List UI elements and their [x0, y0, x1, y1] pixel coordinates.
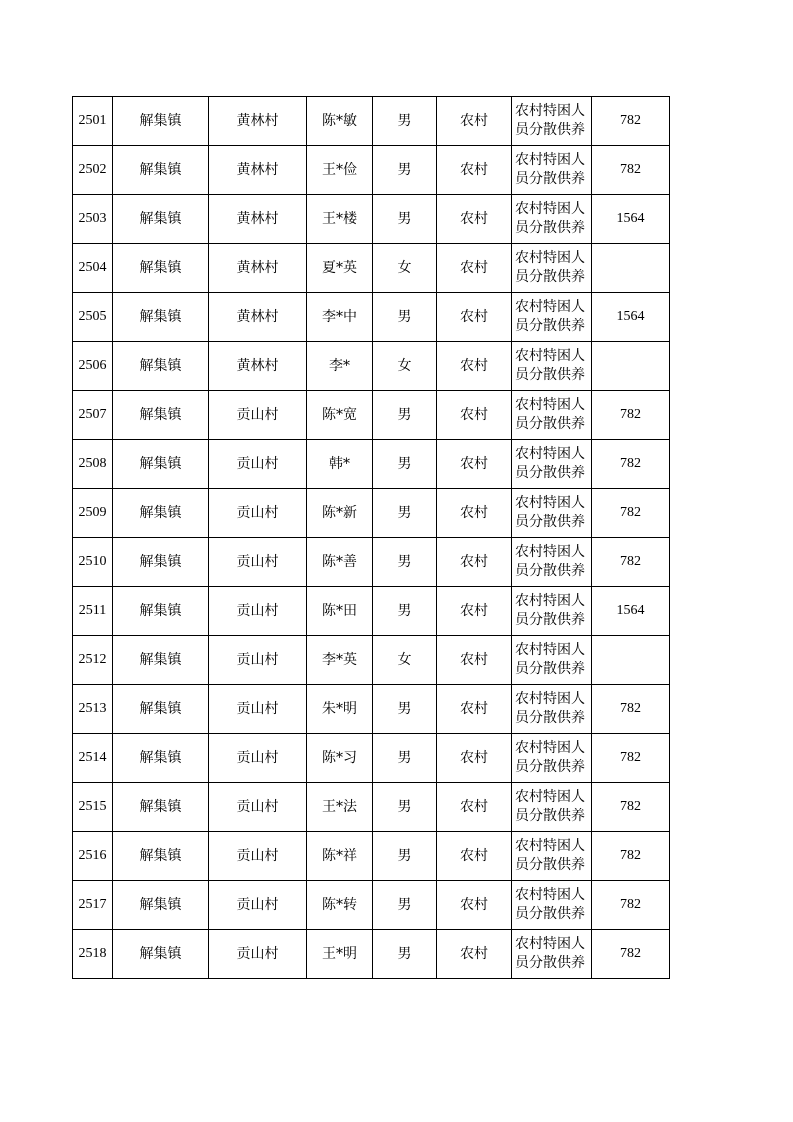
area-cell: 农村: [437, 342, 512, 391]
relief-type-cell: [512, 97, 592, 146]
row-number-cell: 2508: [73, 440, 113, 489]
relief-type-cell: [512, 881, 592, 930]
relief-type-line: 员分散供养: [515, 955, 585, 971]
name-cell: 朱*明: [307, 685, 373, 734]
town-cell: 解集镇: [113, 734, 209, 783]
amount-cell: 782: [592, 734, 670, 783]
table-row: [73, 146, 670, 195]
table-row: [73, 244, 670, 293]
town-cell: 解集镇: [113, 97, 209, 146]
village-cell: 贡山村: [209, 636, 307, 685]
amount-cell: 782: [592, 489, 670, 538]
relief-type-line: 农村特困人: [515, 446, 585, 462]
area-cell: 农村: [437, 538, 512, 587]
area-cell: 农村: [437, 195, 512, 244]
row-number-cell: 2504: [73, 244, 113, 293]
village-cell: 贡山村: [209, 783, 307, 832]
area-cell: 农村: [437, 930, 512, 979]
table-row: [73, 930, 670, 979]
relief-type-cell: [512, 293, 592, 342]
gender-cell: 男: [373, 930, 437, 979]
amount-cell: 1564: [592, 293, 670, 342]
relief-type-line: 员分散供养: [515, 269, 585, 285]
relief-type-line: 农村特困人: [515, 936, 585, 952]
table-row: [73, 587, 670, 636]
amount-cell: 782: [592, 930, 670, 979]
row-number-cell: 2509: [73, 489, 113, 538]
relief-type-cell: [512, 342, 592, 391]
village-cell: 黄林村: [209, 97, 307, 146]
town-cell: 解集镇: [113, 783, 209, 832]
gender-cell: 男: [373, 195, 437, 244]
amount-cell: 1564: [592, 587, 670, 636]
area-cell: 农村: [437, 783, 512, 832]
name-cell: 韩*: [307, 440, 373, 489]
village-cell: 黄林村: [209, 195, 307, 244]
village-cell: 黄林村: [209, 293, 307, 342]
relief-type-line: 农村特困人: [515, 348, 585, 364]
amount-cell: [592, 636, 670, 685]
gender-cell: 男: [373, 685, 437, 734]
name-cell: 陈*习: [307, 734, 373, 783]
gender-cell: 男: [373, 440, 437, 489]
town-cell: 解集镇: [113, 440, 209, 489]
town-cell: 解集镇: [113, 391, 209, 440]
relief-type-line: 农村特困人: [515, 593, 585, 609]
amount-cell: 782: [592, 146, 670, 195]
table-row: [73, 293, 670, 342]
row-number-cell: 2511: [73, 587, 113, 636]
name-cell: 陈*敏: [307, 97, 373, 146]
relief-type-cell: [512, 783, 592, 832]
relief-type-line: 员分散供养: [515, 122, 585, 138]
relief-type-line: 农村特困人: [515, 495, 585, 511]
name-cell: 陈*宽: [307, 391, 373, 440]
table-row: [73, 832, 670, 881]
village-cell: 贡山村: [209, 832, 307, 881]
gender-cell: 男: [373, 538, 437, 587]
relief-type-line: 员分散供养: [515, 661, 585, 677]
area-cell: 农村: [437, 832, 512, 881]
area-cell: 农村: [437, 440, 512, 489]
row-number-cell: 2503: [73, 195, 113, 244]
row-number-cell: 2507: [73, 391, 113, 440]
row-number-cell: 2515: [73, 783, 113, 832]
relief-type-cell: [512, 734, 592, 783]
amount-cell: 782: [592, 881, 670, 930]
gender-cell: 女: [373, 342, 437, 391]
amount-cell: 782: [592, 832, 670, 881]
gender-cell: 男: [373, 783, 437, 832]
relief-type-line: 农村特困人: [515, 740, 585, 756]
relief-type-line: 农村特困人: [515, 201, 585, 217]
table-row: [73, 636, 670, 685]
row-number-cell: 2514: [73, 734, 113, 783]
area-cell: 农村: [437, 97, 512, 146]
row-number-cell: 2517: [73, 881, 113, 930]
name-cell: 李*中: [307, 293, 373, 342]
relief-type-cell: [512, 832, 592, 881]
amount-cell: 782: [592, 440, 670, 489]
village-cell: 贡山村: [209, 587, 307, 636]
relief-type-line: 员分散供养: [515, 514, 585, 530]
relief-type-line: 农村特困人: [515, 544, 585, 560]
gender-cell: 男: [373, 734, 437, 783]
row-number-cell: 2506: [73, 342, 113, 391]
relief-recipient-table: [72, 96, 670, 979]
relief-type-line: 员分散供养: [515, 710, 585, 726]
town-cell: 解集镇: [113, 538, 209, 587]
row-number-cell: 2502: [73, 146, 113, 195]
area-cell: 农村: [437, 734, 512, 783]
relief-type-line: 农村特困人: [515, 887, 585, 903]
row-number-cell: 2518: [73, 930, 113, 979]
row-number-cell: 2505: [73, 293, 113, 342]
area-cell: 农村: [437, 146, 512, 195]
village-cell: 黄林村: [209, 146, 307, 195]
table-row: [73, 440, 670, 489]
table-row: [73, 391, 670, 440]
area-cell: 农村: [437, 391, 512, 440]
relief-type-line: 农村特困人: [515, 642, 585, 658]
relief-type-line: 员分散供养: [515, 612, 585, 628]
name-cell: 陈*田: [307, 587, 373, 636]
relief-type-line: 员分散供养: [515, 906, 585, 922]
area-cell: 农村: [437, 587, 512, 636]
town-cell: 解集镇: [113, 587, 209, 636]
amount-cell: [592, 342, 670, 391]
area-cell: 农村: [437, 685, 512, 734]
relief-type-line: 农村特困人: [515, 152, 585, 168]
amount-cell: 782: [592, 391, 670, 440]
row-number-cell: 2510: [73, 538, 113, 587]
row-number-cell: 2513: [73, 685, 113, 734]
relief-type-line: 员分散供养: [515, 220, 585, 236]
relief-type-cell: [512, 391, 592, 440]
relief-type-cell: [512, 538, 592, 587]
area-cell: 农村: [437, 881, 512, 930]
amount-cell: [592, 244, 670, 293]
town-cell: 解集镇: [113, 489, 209, 538]
amount-cell: 782: [592, 97, 670, 146]
relief-type-line: 农村特困人: [515, 838, 585, 854]
area-cell: 农村: [437, 636, 512, 685]
relief-type-line: 农村特困人: [515, 299, 585, 315]
village-cell: 贡山村: [209, 734, 307, 783]
relief-type-line: 农村特困人: [515, 691, 585, 707]
relief-type-line: 员分散供养: [515, 171, 585, 187]
relief-type-cell: [512, 636, 592, 685]
village-cell: 贡山村: [209, 391, 307, 440]
gender-cell: 男: [373, 391, 437, 440]
village-cell: 黄林村: [209, 342, 307, 391]
amount-cell: 782: [592, 685, 670, 734]
relief-type-cell: [512, 195, 592, 244]
gender-cell: 男: [373, 146, 437, 195]
relief-type-cell: [512, 146, 592, 195]
village-cell: 黄林村: [209, 244, 307, 293]
relief-type-cell: [512, 440, 592, 489]
relief-type-line: 农村特困人: [515, 103, 585, 119]
relief-type-line: 员分散供养: [515, 808, 585, 824]
town-cell: 解集镇: [113, 881, 209, 930]
table-row: [73, 538, 670, 587]
town-cell: 解集镇: [113, 930, 209, 979]
table-row: [73, 685, 670, 734]
gender-cell: 男: [373, 489, 437, 538]
row-number-cell: 2512: [73, 636, 113, 685]
village-cell: 贡山村: [209, 440, 307, 489]
relief-type-cell: [512, 930, 592, 979]
name-cell: 陈*祥: [307, 832, 373, 881]
gender-cell: 男: [373, 881, 437, 930]
row-number-cell: 2516: [73, 832, 113, 881]
village-cell: 贡山村: [209, 538, 307, 587]
gender-cell: 女: [373, 244, 437, 293]
town-cell: 解集镇: [113, 244, 209, 293]
town-cell: 解集镇: [113, 146, 209, 195]
name-cell: 夏*英: [307, 244, 373, 293]
table-body: [73, 97, 670, 979]
table-row: [73, 734, 670, 783]
table-row: [73, 783, 670, 832]
relief-type-line: 员分散供养: [515, 759, 585, 775]
gender-cell: 男: [373, 587, 437, 636]
table-row: [73, 881, 670, 930]
name-cell: 王*俭: [307, 146, 373, 195]
relief-type-line: 员分散供养: [515, 465, 585, 481]
relief-type-line: 员分散供养: [515, 416, 585, 432]
relief-type-line: 员分散供养: [515, 318, 585, 334]
village-cell: 贡山村: [209, 881, 307, 930]
village-cell: 贡山村: [209, 930, 307, 979]
amount-cell: 1564: [592, 195, 670, 244]
relief-type-line: 员分散供养: [515, 563, 585, 579]
relief-type-line: 员分散供养: [515, 367, 585, 383]
gender-cell: 男: [373, 97, 437, 146]
gender-cell: 女: [373, 636, 437, 685]
table-row: [73, 342, 670, 391]
area-cell: 农村: [437, 293, 512, 342]
name-cell: 陈*善: [307, 538, 373, 587]
row-number-cell: 2501: [73, 97, 113, 146]
amount-cell: 782: [592, 538, 670, 587]
relief-type-line: 农村特困人: [515, 250, 585, 266]
town-cell: 解集镇: [113, 832, 209, 881]
name-cell: 陈*转: [307, 881, 373, 930]
name-cell: 王*楼: [307, 195, 373, 244]
amount-cell: 782: [592, 783, 670, 832]
table-row: [73, 195, 670, 244]
relief-type-cell: [512, 587, 592, 636]
area-cell: 农村: [437, 244, 512, 293]
relief-type-line: 农村特困人: [515, 397, 585, 413]
relief-type-line: 员分散供养: [515, 857, 585, 873]
relief-type-cell: [512, 685, 592, 734]
name-cell: 王*明: [307, 930, 373, 979]
relief-type-cell: [512, 489, 592, 538]
village-cell: 贡山村: [209, 685, 307, 734]
town-cell: 解集镇: [113, 685, 209, 734]
town-cell: 解集镇: [113, 636, 209, 685]
name-cell: 王*法: [307, 783, 373, 832]
town-cell: 解集镇: [113, 293, 209, 342]
gender-cell: 男: [373, 293, 437, 342]
village-cell: 贡山村: [209, 489, 307, 538]
name-cell: 李*英: [307, 636, 373, 685]
town-cell: 解集镇: [113, 195, 209, 244]
name-cell: 陈*新: [307, 489, 373, 538]
gender-cell: 男: [373, 832, 437, 881]
table-row: [73, 97, 670, 146]
town-cell: 解集镇: [113, 342, 209, 391]
relief-type-cell: [512, 244, 592, 293]
relief-type-line: 农村特困人: [515, 789, 585, 805]
name-cell: 李*: [307, 342, 373, 391]
area-cell: 农村: [437, 489, 512, 538]
table-row: [73, 489, 670, 538]
